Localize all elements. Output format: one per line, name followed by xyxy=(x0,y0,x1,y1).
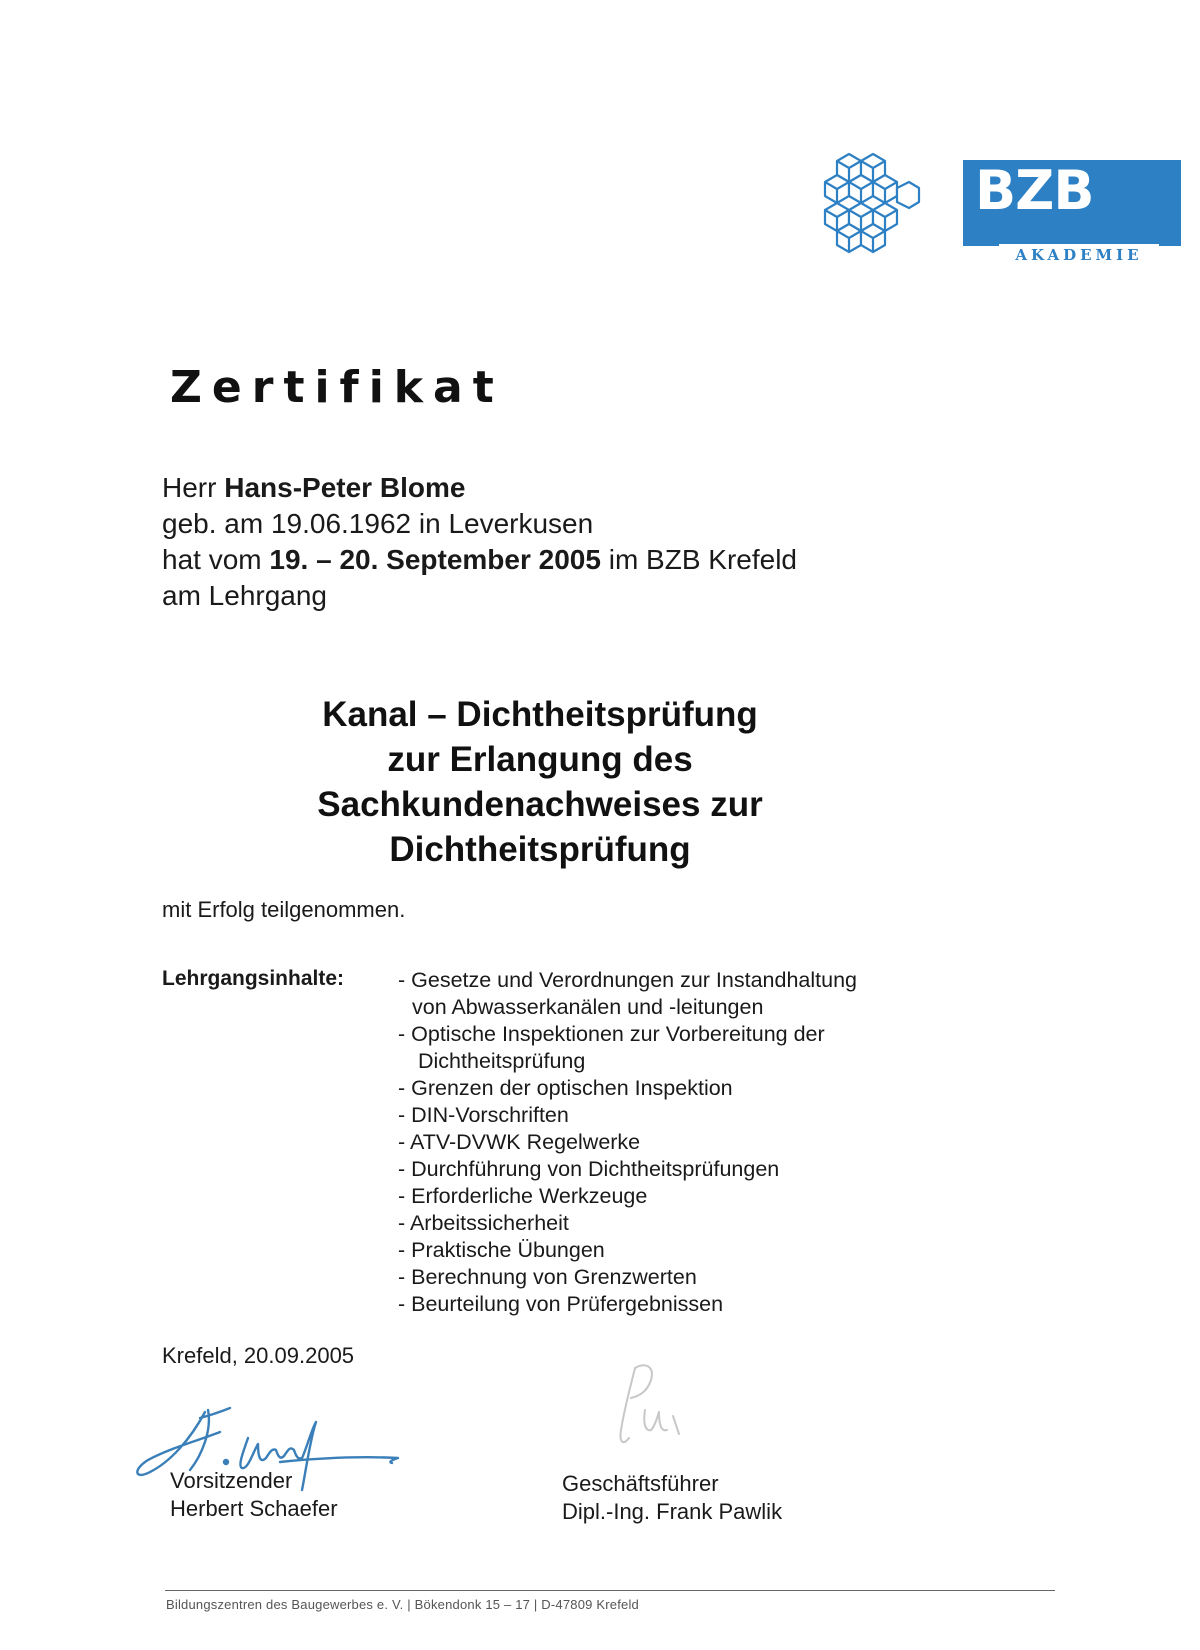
logo-brand: BZB xyxy=(975,159,1094,222)
success-text: mit Erfolg teilgenommen. xyxy=(162,897,406,922)
course-title xyxy=(180,692,900,872)
course-title-line: Dichtheitsprüfung xyxy=(389,830,691,869)
list-item: - DIN-Vorschriften xyxy=(398,1103,569,1127)
list-item: - Berechnung von Grenzwerten xyxy=(398,1265,697,1289)
attended-dates: 19. – 20. September 2005 xyxy=(269,544,601,575)
salutation: Herr xyxy=(162,472,217,503)
list-item: - Beurteilung von Prüfergebnissen xyxy=(398,1292,724,1316)
logo-subtitle: AKADEMIE xyxy=(999,244,1159,266)
list-item: - Gesetze und Verordnungen zur Instandhaltung xyxy=(398,968,857,992)
footer-divider xyxy=(165,1590,1055,1591)
list-item: Dichtheitsprüfung xyxy=(418,1049,586,1073)
course-intro: am Lehrgang xyxy=(162,580,328,611)
attended-suffix: im BZB Krefeld xyxy=(608,544,797,575)
place-date: Krefeld, 20.09.2005 xyxy=(162,1343,355,1368)
signer-role: Geschäftsführer xyxy=(562,1471,719,1496)
recipient-line xyxy=(162,470,797,506)
list-item: - Grenzen der optischen Inspektion xyxy=(398,1076,733,1100)
hexagonal-cube-cluster-icon xyxy=(815,150,923,256)
list-item: - Optische Inspektionen zur Vorbereitung der xyxy=(398,1022,825,1046)
list-item: - Praktische Übungen xyxy=(398,1238,605,1262)
signer-role: Vorsitzender xyxy=(170,1468,293,1493)
footer-address: Bildungszentren des Baugewerbes e. V. | Bökendonk 15 – 17 | D-47809 Krefeld xyxy=(166,1597,639,1612)
contents-label: Lehrgangsinhalte: xyxy=(162,967,345,990)
course-title-line: zur Erlangung des xyxy=(387,740,693,779)
birth-line: geb. am 19.06.1962 in Leverkusen xyxy=(162,508,594,539)
list-item: - Erforderliche Werkzeuge xyxy=(398,1184,648,1208)
intro-block xyxy=(162,470,797,614)
course-title-line: Sachkundenachweises zur xyxy=(317,785,763,824)
signer-chairman xyxy=(170,1467,338,1523)
list-item: von Abwasserkanälen und -leitungen xyxy=(412,995,764,1019)
certificate-title: Zertifikat xyxy=(170,362,504,413)
course-title-line: Kanal – Dichtheitsprüfung xyxy=(322,695,758,734)
list-item: - Arbeitssicherheit xyxy=(398,1211,569,1235)
bzb-logo xyxy=(963,159,1181,264)
signature-director xyxy=(595,1360,725,1470)
attendance-line xyxy=(162,542,797,578)
contents-list xyxy=(398,967,857,1318)
attended-prefix: hat vom xyxy=(162,544,262,575)
list-item: - Durchführung von Dichtheitsprüfungen xyxy=(398,1157,780,1181)
recipient-name: Hans-Peter Blome xyxy=(224,472,466,503)
signer-name: Dipl.-Ing. Frank Pawlik xyxy=(562,1499,783,1524)
signer-director xyxy=(562,1470,782,1526)
list-item: - ATV-DVWK Regelwerke xyxy=(398,1130,641,1154)
signer-name: Herbert Schaefer xyxy=(170,1496,338,1521)
